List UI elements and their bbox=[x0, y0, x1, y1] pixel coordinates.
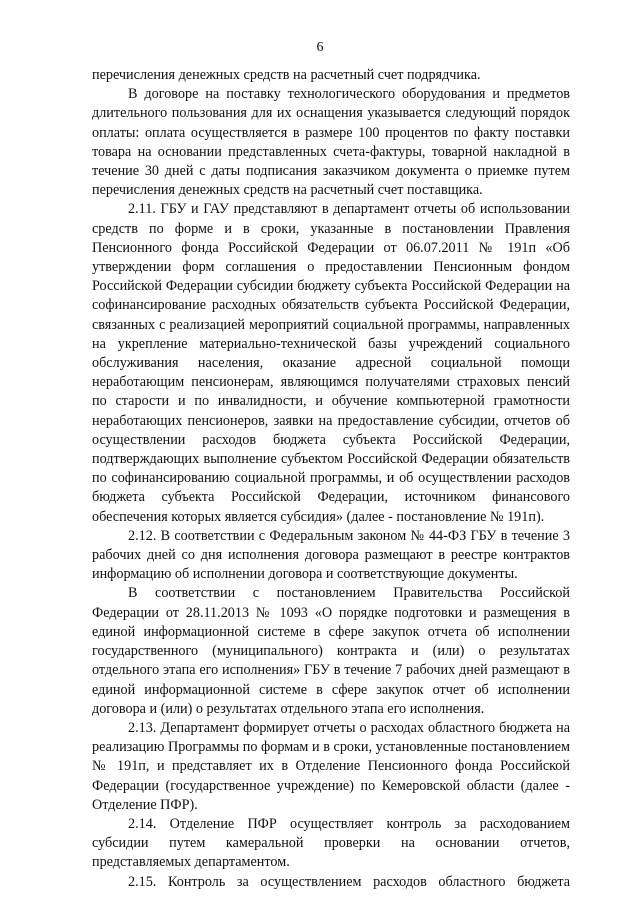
paragraph-2-13: 2.13. Департамент формирует отчеты о расходах областного бюджета на реализацию Программы по формам и в сроки, установленные постановлением № 191п, и представляет их в Отделение Пенсионного фонда Российской Федерации (государственное учреждение) по Кемеровской области (далее - Отделение ПФР). bbox=[92, 719, 570, 813]
paragraph-2-15: 2.15. Контроль за осуществлением расходов областного бюджета bbox=[128, 873, 570, 890]
document-body bbox=[92, 66, 570, 892]
paragraph-2-11: 2.11. ГБУ и ГАУ представляют в департамент отчеты об использовании средств по форме и в сроки, указанные в постановлении Правления Пенсионного фонда Российской Федерации от 06.07.2011 № 191п «Об утверждении форм соглашения о предоставлении Пенсионным фондом Российской Федерации субсидии бюджету субъекта Российской Федерации на софинансирование расходных обязательств субъекта Российской Федерации, связанных с реализацией мероприятий социальной программы, направленных на укрепление материально-технической базы учреждений социального обслуживания населения, оказание адресной социальной помощи неработающим пенсионерам, являющимся получателями страховых пенсий по старости и по инвалидности, и обучение компьютерной грамотности неработающих пенсионеров, заявки на предоставление субсидии, отчетов об осуществлении расходов бюджета субъекта Российской Федерации, подтверждающих выполнение субъектом Российской Федерации обязательств по софинансированию социальной программы, и об осуществлении расходов бюджета субъекта Российской Федерации, источником финансового обеспечения которых является субсидия» (далее - постановление № 191п). bbox=[92, 201, 570, 525]
paragraph-continuation: перечисления денежных средств на расчетный счет подрядчика. bbox=[92, 67, 481, 83]
paragraph-resolution-1093: В соответствии с постановлением Правительства Российской Федерации от 28.11.2013 № 1093 «О порядке подготовки и размещения в единой информационной системе в сфере закупок отчета об исполнении государственного (муниципального) контракта и (или) о результатах отдельного этапа его исполнения» ГБУ в течение 7 рабочих дней размещают в единой информационной системе в сфере закупок отчет об исполнении договора и (или) о результатах отдельного этапа его исполнения. bbox=[92, 585, 570, 717]
paragraph-supply-contract: В договоре на поставку технологического оборудования и предметов длительного пользования для их оснащения указывается следующий порядок оплаты: оплата осуществляется в размере 100 процентов по факту поставки товара на основании представленных счета-фактуры, товарной накладной в течение 30 дней с даты подписания заказчиком документа о приемке путем перечисления денежных средств на расчетный счет поставщика. bbox=[92, 86, 570, 199]
paragraph-2-14: 2.14. Отделение ПФР осуществляет контроль за расходованием субсидии путем камеральной проверки на основании отчетов, представляемых департаментом. bbox=[92, 815, 570, 871]
paragraph-2-12: 2.12. В соответствии с Федеральным законом № 44-ФЗ ГБУ в течение 3 рабочих дней со дня исполнения договора размещают в реестре контрактов информацию об исполнении договора и соответствующие документы. bbox=[92, 527, 570, 583]
page-number: 6 bbox=[316, 40, 324, 55]
